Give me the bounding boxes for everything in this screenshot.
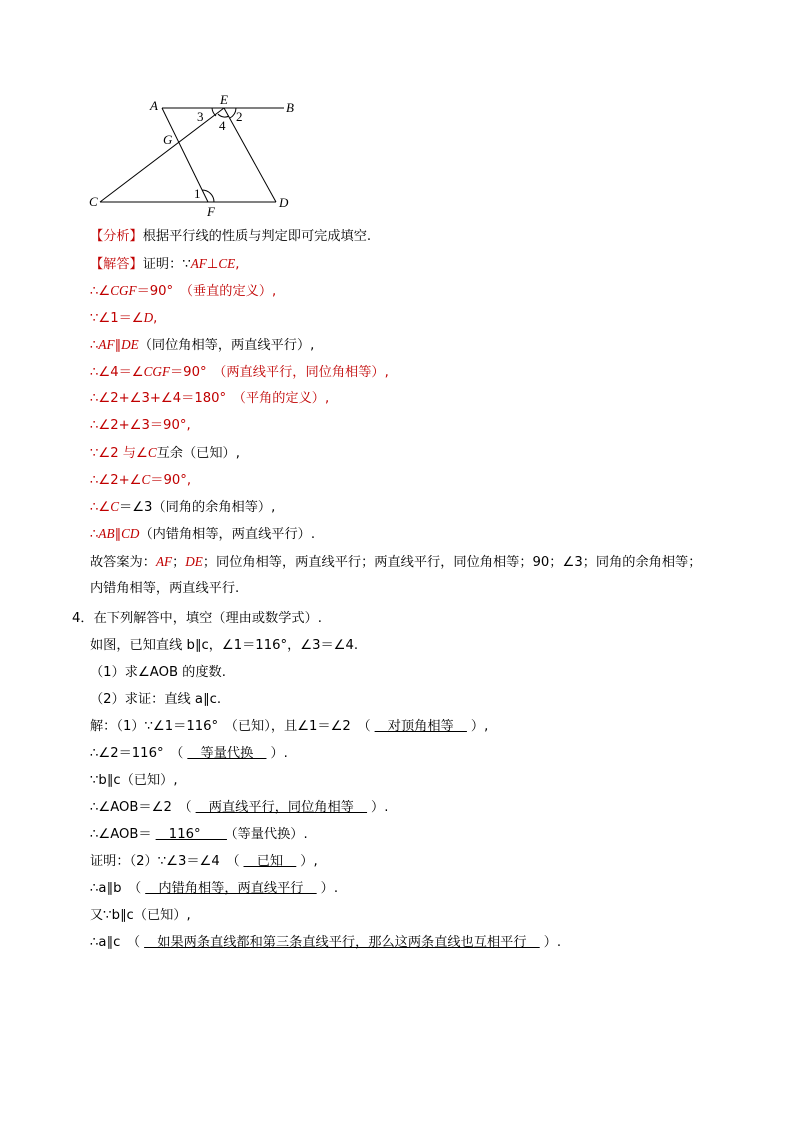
label-b: B <box>286 100 294 115</box>
line-ce <box>100 108 224 202</box>
text: （2）求证：直线 a∥c. <box>90 692 222 707</box>
answer-summary-line-2 <box>90 580 239 598</box>
figure-svg <box>84 92 314 220</box>
text: （平角的定义）, <box>239 391 330 406</box>
text: AB <box>98 526 115 541</box>
text: DE <box>121 337 139 352</box>
solution-line-3 <box>90 309 157 328</box>
text: ∴∠2+∠3＝90° <box>90 418 187 433</box>
solution-line-10 <box>90 498 275 517</box>
problem-4-q1 <box>90 664 226 682</box>
text: 又∵b∥c（已知）, <box>90 908 191 923</box>
arc-angle-1 <box>202 190 214 202</box>
solution-tag: 【解答】 <box>90 257 143 272</box>
text: ∵∠2 与∠ <box>90 446 148 461</box>
solution-line-7 <box>90 417 191 435</box>
text: （两直线平行，同位角相等）, <box>219 365 389 380</box>
answer-blank: 内错角相等，两直线平行 <box>145 881 317 896</box>
arc-angle-3 <box>212 108 216 116</box>
text: ∴∠2+∠3+∠4＝180° <box>90 391 227 406</box>
label-angle-2: 2 <box>236 109 243 124</box>
text: （同位角相等，两直线平行）, <box>138 338 315 353</box>
text: ＝90° <box>170 365 207 380</box>
solution-line-4 <box>90 336 314 355</box>
solution-line-1 <box>90 255 239 274</box>
problem-4-stem <box>72 610 322 628</box>
text: C <box>110 499 120 514</box>
text: ∴a∥c （ <box>90 935 141 950</box>
text: 互余（已知）, <box>156 446 240 461</box>
text: ∴∠AOB＝∠2 （ <box>90 800 192 815</box>
text: ； <box>172 555 186 570</box>
text: ∴a∥b （ <box>90 881 142 896</box>
text: （内错角相等，两直线平行）. <box>139 527 316 542</box>
text: , <box>186 418 191 433</box>
problem-4-step-4 <box>90 799 388 817</box>
answer-blank: 如果两条直线都和第三条直线平行，那么这两条直线也互相平行 <box>144 935 540 950</box>
answer-summary-line-1 <box>90 553 701 572</box>
text: ）, <box>470 719 489 734</box>
text: C <box>141 472 151 487</box>
problem-4-given <box>90 637 358 655</box>
label-angle-1: 1 <box>194 186 201 201</box>
text: , <box>153 311 158 326</box>
problem-4-step-6 <box>90 853 318 871</box>
text: ）. <box>371 800 389 815</box>
text: 证明：（2）∵∠3＝∠4 （ <box>90 854 240 869</box>
text: ∴∠4＝∠ <box>90 365 144 380</box>
analysis-tag: 【分析】 <box>90 229 143 244</box>
text: ∴∠AOB＝ <box>90 827 152 842</box>
solution-line-11 <box>90 525 315 544</box>
text: （等量代换）. <box>230 827 308 842</box>
text: ；同位角相等，两直线平行；两直线平行，同位角相等；90；∠3；同角的余角相等； <box>202 555 702 570</box>
problem-4-step-7 <box>90 880 338 898</box>
problem-4-step-2 <box>90 745 288 763</box>
text: ∵∠1＝∠ <box>90 311 144 326</box>
text: 证明： <box>142 257 183 272</box>
label-c: C <box>89 194 98 209</box>
problem-4-step-3 <box>90 772 178 790</box>
text: ∴ <box>90 338 99 353</box>
text: （1）求∠AOB 的度数. <box>90 665 226 680</box>
text: 在下列解答中，填空（理由或数学式）. <box>93 611 322 626</box>
text: ＝90° <box>150 473 187 488</box>
label-e: E <box>220 92 228 107</box>
text: CD <box>121 526 140 541</box>
text: ）. <box>270 746 288 761</box>
problem-4-step-8 <box>90 907 191 925</box>
text: 内错角相等，两直线平行. <box>90 581 240 596</box>
text: , <box>235 257 240 272</box>
line-ed <box>224 108 276 202</box>
text: ∴∠2+∠ <box>90 473 142 488</box>
answer-blank: 两直线平行，同位角相等 <box>195 800 368 815</box>
text: 如图，已知直线 b∥c，∠1＝116°，∠3＝∠4. <box>90 638 359 653</box>
analysis-line <box>90 228 371 246</box>
text: ）. <box>320 881 339 896</box>
text: CE <box>218 256 236 271</box>
text: ＝90° <box>136 284 174 299</box>
solution-line-6 <box>90 390 329 408</box>
geometry-figure <box>84 92 314 220</box>
text: ⊥ <box>206 257 219 272</box>
problem-4-step-5 <box>90 826 308 844</box>
text: ∴∠2＝116° （ <box>90 746 184 761</box>
solution-line-9 <box>90 471 191 490</box>
label-d: D <box>279 195 289 210</box>
text: ∵ <box>182 257 191 272</box>
label-a: A <box>150 98 158 113</box>
problem-4-step-1 <box>90 718 488 736</box>
answer-blank: 116° <box>155 827 227 842</box>
text: C <box>147 445 157 460</box>
text: ∴ <box>90 527 99 542</box>
text: ∥ <box>114 338 122 353</box>
text: DE <box>185 554 203 569</box>
text: CGF <box>143 364 170 379</box>
solution-line-2 <box>90 282 276 301</box>
text: ）, <box>300 854 318 869</box>
text: ∥ <box>114 527 122 542</box>
text: ）. <box>543 935 562 950</box>
text: 解：（1）∵∠1＝116° （已知），且∠1＝∠2 （ <box>90 719 371 734</box>
text: ∴∠ <box>90 500 111 515</box>
text: AF <box>155 554 173 569</box>
text: ＝∠3（同角的余角相等）, <box>119 500 276 515</box>
answer-blank: 等量代换 <box>187 746 267 761</box>
text: （垂直的定义）, <box>186 284 277 299</box>
problem-4-q2 <box>90 691 221 709</box>
label-g: G <box>163 132 173 147</box>
text: ∴∠ <box>90 284 111 299</box>
answer-blank: 对顶角相等 <box>374 719 467 734</box>
problem-number: 4． <box>72 611 94 626</box>
label-angle-3: 3 <box>197 109 204 124</box>
text: AF <box>98 337 115 352</box>
answer-blank: 已知 <box>243 854 297 869</box>
label-angle-4: 4 <box>219 118 226 133</box>
solution-line-5 <box>90 363 389 382</box>
analysis-text: 根据平行线的性质与判定即可完成填空. <box>142 229 372 244</box>
text: D <box>143 310 154 325</box>
solution-line-8 <box>90 444 240 463</box>
label-f: F <box>207 204 215 219</box>
text: CGF <box>110 283 137 298</box>
text: ∵b∥c（已知）, <box>90 773 178 788</box>
problem-4-step-9 <box>90 934 561 952</box>
text: 故答案为： <box>90 555 156 570</box>
text: AF <box>190 256 207 271</box>
text: , <box>186 473 192 488</box>
